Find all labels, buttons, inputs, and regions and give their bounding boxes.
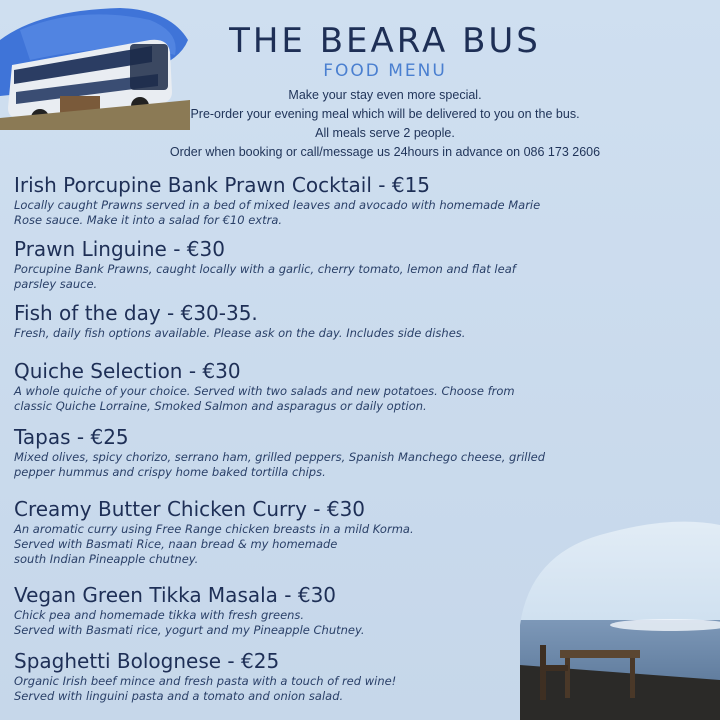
menu-item (14, 236, 704, 292)
menu-item (14, 358, 704, 414)
page-subtitle: FOOD MENU (323, 61, 447, 81)
intro-line: Make your stay even more special. (288, 88, 482, 102)
intro-line: Order when booking or call/message us 24hours in advance on 086 173 2606 (169, 145, 601, 159)
menu-item-description: Organic Irish beef mince and fresh pasta with a touch of red wine! Served with linguini pasta and a tomato and onion salad. (14, 674, 397, 703)
intro-line: Pre-order your evening meal which will be delivered to you on the bus. (190, 107, 580, 121)
menu-item-description: Locally caught Prawns served in a bed of mixed leaves and avocado with homemade Marie Rose sauce. Make it into a salad for €10 extra. (14, 198, 541, 227)
menu-item-name: Vegan Green Tikka Masala - €30 (14, 583, 337, 607)
menu-item-description: Fresh, daily fish options available. Please ask on the day. Includes side dishes. (14, 326, 466, 340)
menu-item-description: An aromatic curry using Free Range chicken breasts in a mild Korma. Served with Basmati Rice, naan bread & my homemade south Indian Pineapple chutney. (14, 522, 414, 566)
menu-item-name: Quiche Selection - €30 (14, 359, 241, 383)
intro-line: All meals serve 2 people. (315, 126, 455, 140)
page-title: THE BEARA BUS (229, 21, 541, 61)
menu-item-name: Prawn Linguine - €30 (14, 237, 225, 261)
menu-header (190, 22, 580, 82)
menu-item (14, 172, 704, 228)
menu-item-description: Mixed olives, spicy chorizo, serrano ham, grilled peppers, Spanish Manchego cheese, grilled pepper hummus and crispy home baked tortilla chips. (14, 450, 546, 479)
menu-item (14, 648, 704, 704)
menu-item-name: Irish Porcupine Bank Prawn Cocktail - €15 (14, 173, 431, 197)
menu-item-description: A whole quiche of your choice. Served with two salads and new potatoes. Choose from classic Quiche Lorraine, Smoked Salmon and asparagus or daily option. (14, 384, 515, 413)
menu-item-name: Tapas - €25 (14, 425, 129, 449)
menu-item-description: Chick pea and homemade tikka with fresh greens. Served with Basmati rice, yogurt and my Pineapple Chutney. (14, 608, 365, 637)
menu-item-name: Fish of the day - €30-35. (14, 301, 258, 325)
menu-item-name: Creamy Butter Chicken Curry - €30 (14, 497, 366, 521)
intro-text (120, 86, 650, 162)
menu-item (14, 300, 704, 341)
menu-item-description: Porcupine Bank Prawns, caught locally with a garlic, cherry tomato, lemon and flat leaf parsley sauce. (14, 262, 516, 291)
menu-item (14, 424, 704, 480)
menu-item (14, 582, 704, 638)
menu-item (14, 496, 704, 567)
menu-item-name: Spaghetti Bolognese - €25 (14, 649, 280, 673)
